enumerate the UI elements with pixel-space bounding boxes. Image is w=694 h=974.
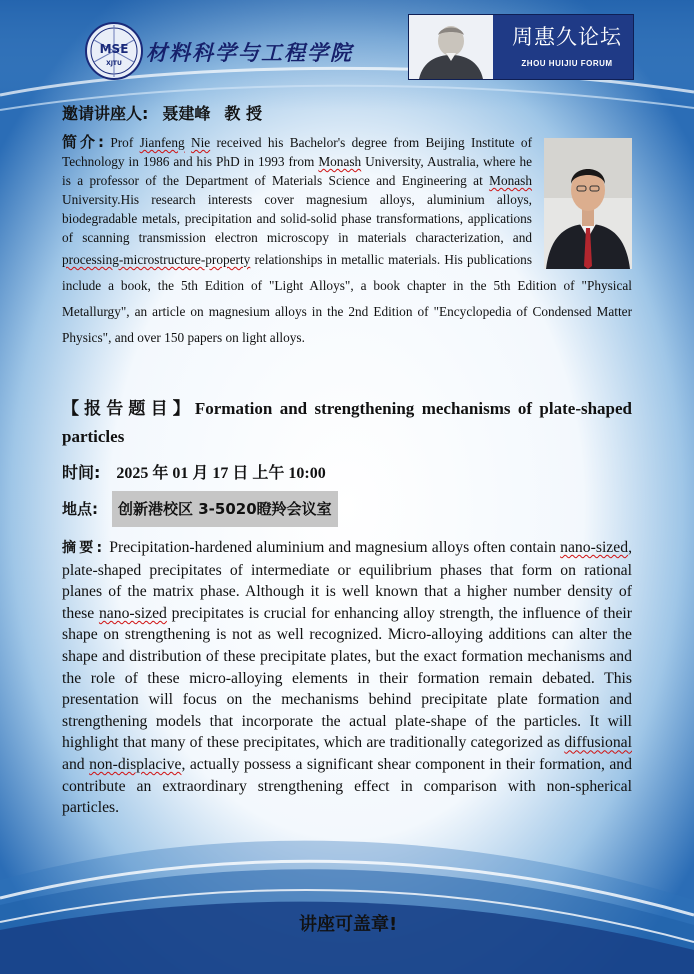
lecture-title-label: 【报告题目】 — [62, 399, 195, 419]
speaker-title: 教 授 — [224, 104, 262, 123]
bio-name-last: Nie — [190, 135, 211, 150]
abstract-nano-2: nano-sized — [98, 604, 167, 622]
abstract — [62, 537, 632, 819]
bio-text-4: University.His research interests cover magnesium alloys, aluminium alloys, biodegradable metals, precipitation and solid-solid phase transformations, applications of scanning transmission electron microscopy in materials characterization, and — [62, 192, 532, 245]
time-line — [62, 460, 326, 483]
forum-subtitle: ZHOU HUIJIU FORUM — [521, 59, 613, 68]
bio-text-2: received his Bachelor's degree from Beijing Institute of Technology in 1986 and his PhD in 1993 from — [62, 135, 532, 169]
bio-label: 简介: — [62, 133, 105, 151]
bio-text-1: Prof — [104, 135, 140, 150]
logo-text-top: MSE — [99, 42, 129, 56]
abstract-nano-1: nano-sized — [560, 539, 629, 556]
stamp-note: 讲座可盖章! — [299, 914, 398, 935]
abstract-text-3: precipitates is crucial for enhancing alloy strength, the influence of their shape on strengthening is not as well recognized. Micro-alloying additions can alter the shape and distribution of these precipitate plates, but the exact formation mechanisms and the role of these micro-alloying elements in their formation remain debated. This presentation will focus on the mechanisms behind precipitate plate formation and strengthening models that incorporate the actual plate-shape of the particles. It will highlight that many of these precipitates, which are traditionally categorized as — [62, 604, 632, 752]
bio-monash-2: Monash — [489, 173, 532, 188]
abstract-non-displacive: non-displacive — [89, 755, 182, 773]
place-value: 创新港校区 3-5020瞪羚会议室 — [112, 491, 338, 527]
lecture-title: Formation and strengthening mechanisms of plate-shaped particles — [62, 399, 633, 446]
abstract-text-4: and — [62, 755, 90, 773]
speaker-photo — [544, 138, 632, 269]
lecture-title-block — [62, 395, 632, 451]
forum-badge — [408, 14, 634, 80]
speaker-line — [62, 101, 262, 124]
time-label: 时间: — [62, 463, 101, 482]
logo-text-bottom: XJTU — [106, 60, 122, 67]
bio-name-first: Jianfeng — [139, 135, 185, 150]
abstract-text-1: Precipitation-hardened aluminium and magnesium alloys often contain — [105, 539, 561, 556]
abstract-label: 摘要: — [62, 540, 106, 556]
speaker-label: 邀请讲座人: — [62, 104, 149, 123]
school-name: 材料科学与工程学院 — [146, 40, 353, 65]
bio-monash-1: Monash — [318, 154, 362, 169]
bio-pmp: processing-microstructure-property — [62, 252, 251, 267]
place-label: 地点: — [62, 500, 98, 518]
speaker-name: 聂建峰 — [162, 104, 211, 123]
bio-text-3: University, Australia, where he is a professor of the Department of Materials Science and Engineering at — [62, 154, 532, 188]
time-value: 2025 年 01 月 17 日 上午 10:00 — [116, 465, 326, 482]
school-logo — [84, 20, 144, 82]
bio-text-5: relationships in metallic materials. His publications include a book, the 5th Edition of "Light Alloys", a book chapter in the 5th Edition of "Physical Metallurgy", an article on magnesium alloys in the 2nd Edition of "Encyclopedia of Condensed Matter Physics", and over 150 papers on light alloys. — [62, 252, 632, 345]
abstract-text-5: , actually possess a significant shear component in their formation, and contribute an extraordinary strengthening effect in comparison with non-spherical particles. — [62, 755, 632, 817]
forum-title: 周惠久论坛 — [512, 25, 622, 49]
speaker-bio — [62, 133, 632, 351]
forum-founder-portrait — [409, 15, 493, 79]
abstract-diffusional: diffusional — [564, 734, 632, 752]
place-line — [62, 491, 338, 527]
abstract-text-2: , plate-shaped precipitates of intermediate or equilibrium phases that form on rational planes of the matrix phase. Although it is well known that a higher number density of these — [62, 539, 632, 622]
